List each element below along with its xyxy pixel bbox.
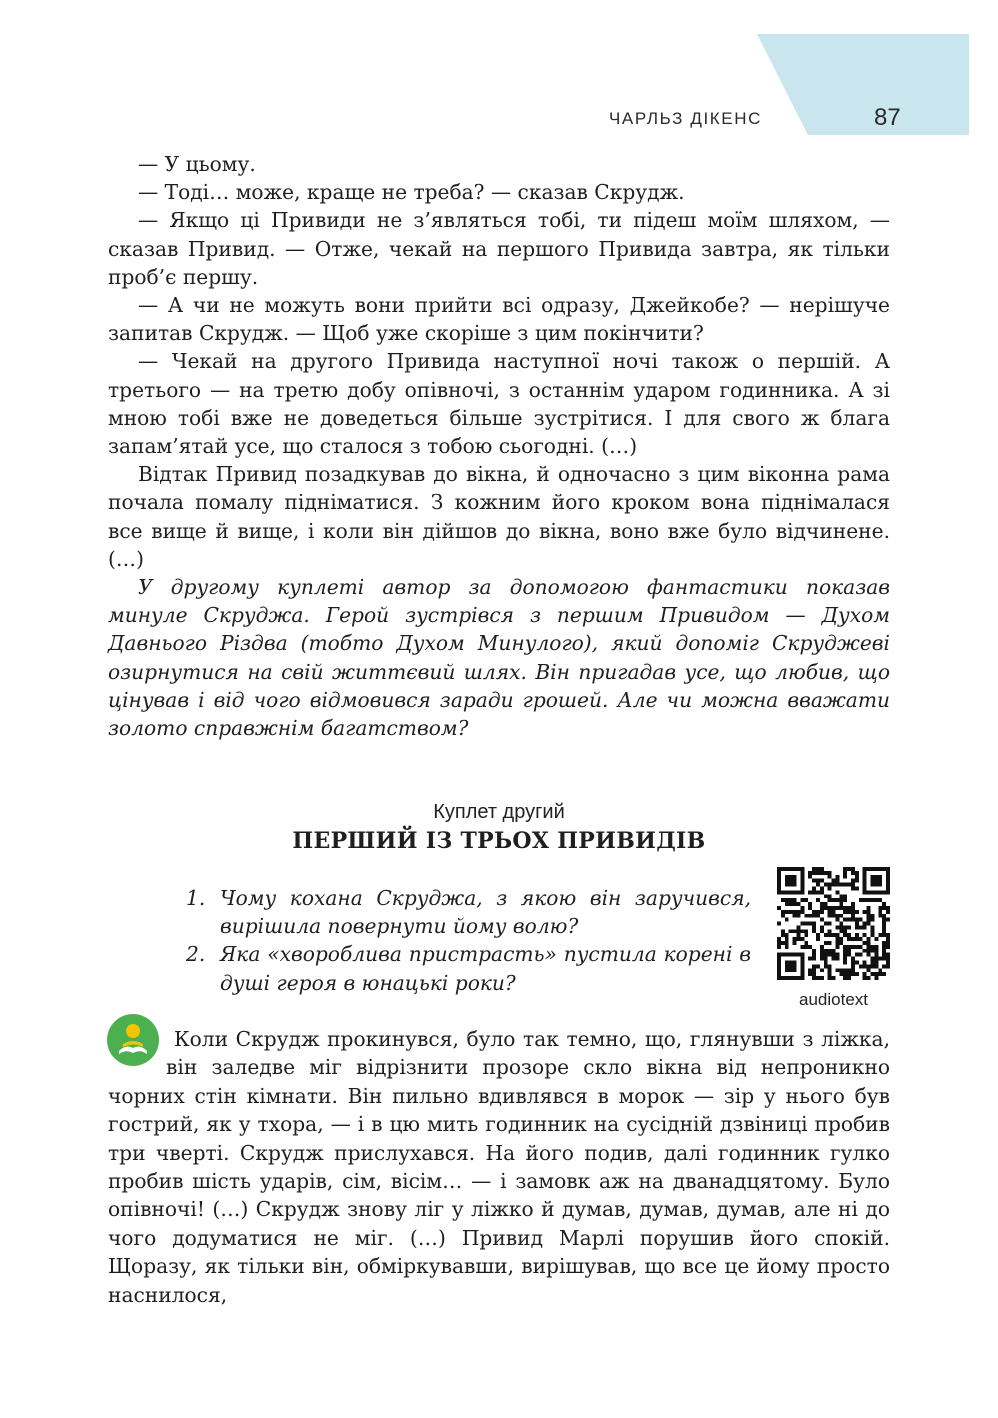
question-number: 2. bbox=[186, 942, 206, 967]
question-text: Чому кохана Скруджа, з якою він заручився, вирішила повернути йому волю? bbox=[220, 886, 751, 939]
question-number: 1. bbox=[186, 886, 206, 910]
page-number: 87 bbox=[874, 104, 901, 131]
running-head-author: ЧАРЛЬЗ ДІКЕНС bbox=[609, 109, 762, 128]
dialogue-line: — А чи не можуть вони прийти всі одразу, Джейкобе? — нерішуче запитав Скрудж. — Щоб уже скоріше з цим покінчити? bbox=[108, 293, 890, 346]
story-paragraph: Коли Скрудж прокинувся, було так темно, що, глянувши з ліжка, він заледве міг відрізнити прозоре скло вікна від непроникно чорних стін кімнати. Він пильно вдивлявся в морок — зір у нього був гострий, як у тхора, — і в цю мить годинник на сусідній дзвіниці пробив три чверті. Скрудж прислухався. На його подив, далі годинник гулко пробив шість ударів, сім, вісім… — і замовк аж на дванадцятому. Було опівночі! (…) Скрудж знову ліг у ліжко й думав, думав, думав, але ні до чого додуматися не міг. (…) Привид Марлі порушив його спокій. Щоразу, як тільки він, обміркувавши, вирішував, що все це йому просто наснилося, bbox=[108, 1027, 890, 1307]
narration-paragraph: Відтак Привид позадкував до вікна, й одночасно з цим віконна рама почала помалу підніматися. З кожним його кроком вона піднімалася все вище й вище, і коли він дійшов до вікна, воно вже було відчинене. (…) bbox=[108, 462, 890, 571]
questions-list bbox=[186, 884, 751, 997]
chapter-subtitle: Куплет другий bbox=[433, 801, 565, 823]
chapter-title: ПЕРШИЙ ІЗ ТРЬОХ ПРИВИДІВ bbox=[292, 828, 706, 854]
qr-caption: audiotext bbox=[799, 990, 868, 1009]
dialogue-line: — У цьому. bbox=[138, 152, 256, 176]
dialogue-block bbox=[108, 150, 890, 742]
header-tab bbox=[757, 34, 969, 135]
question-item bbox=[186, 940, 751, 996]
qr-code-icon[interactable] bbox=[777, 867, 890, 980]
story-block bbox=[108, 1025, 890, 1309]
dialogue-line: — Якщо ці Привиди не з’являться тобі, ти підеш моїм шляхом, — сказав Привид. — Отже, чекай на першого Привида завтра, як тільки проб’є першу. bbox=[108, 208, 890, 289]
dialogue-line: — Тоді… може, краще не треба? — сказав Скрудж. bbox=[138, 180, 685, 205]
commentary-paragraph: У другому куплеті автор за допомогою фантастики показав минуле Скруджа. Герой зустрівся з першим Привидом — Духом Давнього Різдва (тобто Духом Минулого), який допоміг Скруджеві озирнутися на свій життєвий шлях. Він пригадав усе, що любив, що цінував і від чого відмовився заради грошей. Але чи можна вважати золото справжнім багатством? bbox=[108, 575, 890, 741]
dialogue-line: — Чекай на другого Привида наступної ночі також о першій. А третього — на третю добу опівночі, з останнім ударом годинника. А зі мною тобі вже не доведеться більше зустрітися. І для свого ж блага запам’ятай усе, що сталося з тобою сьогодні. (…) bbox=[108, 349, 890, 459]
question-text: Яка «хвороблива пристрасть» пустила корені в душі героя в юнацькі роки? bbox=[220, 942, 751, 995]
question-item bbox=[186, 884, 751, 940]
